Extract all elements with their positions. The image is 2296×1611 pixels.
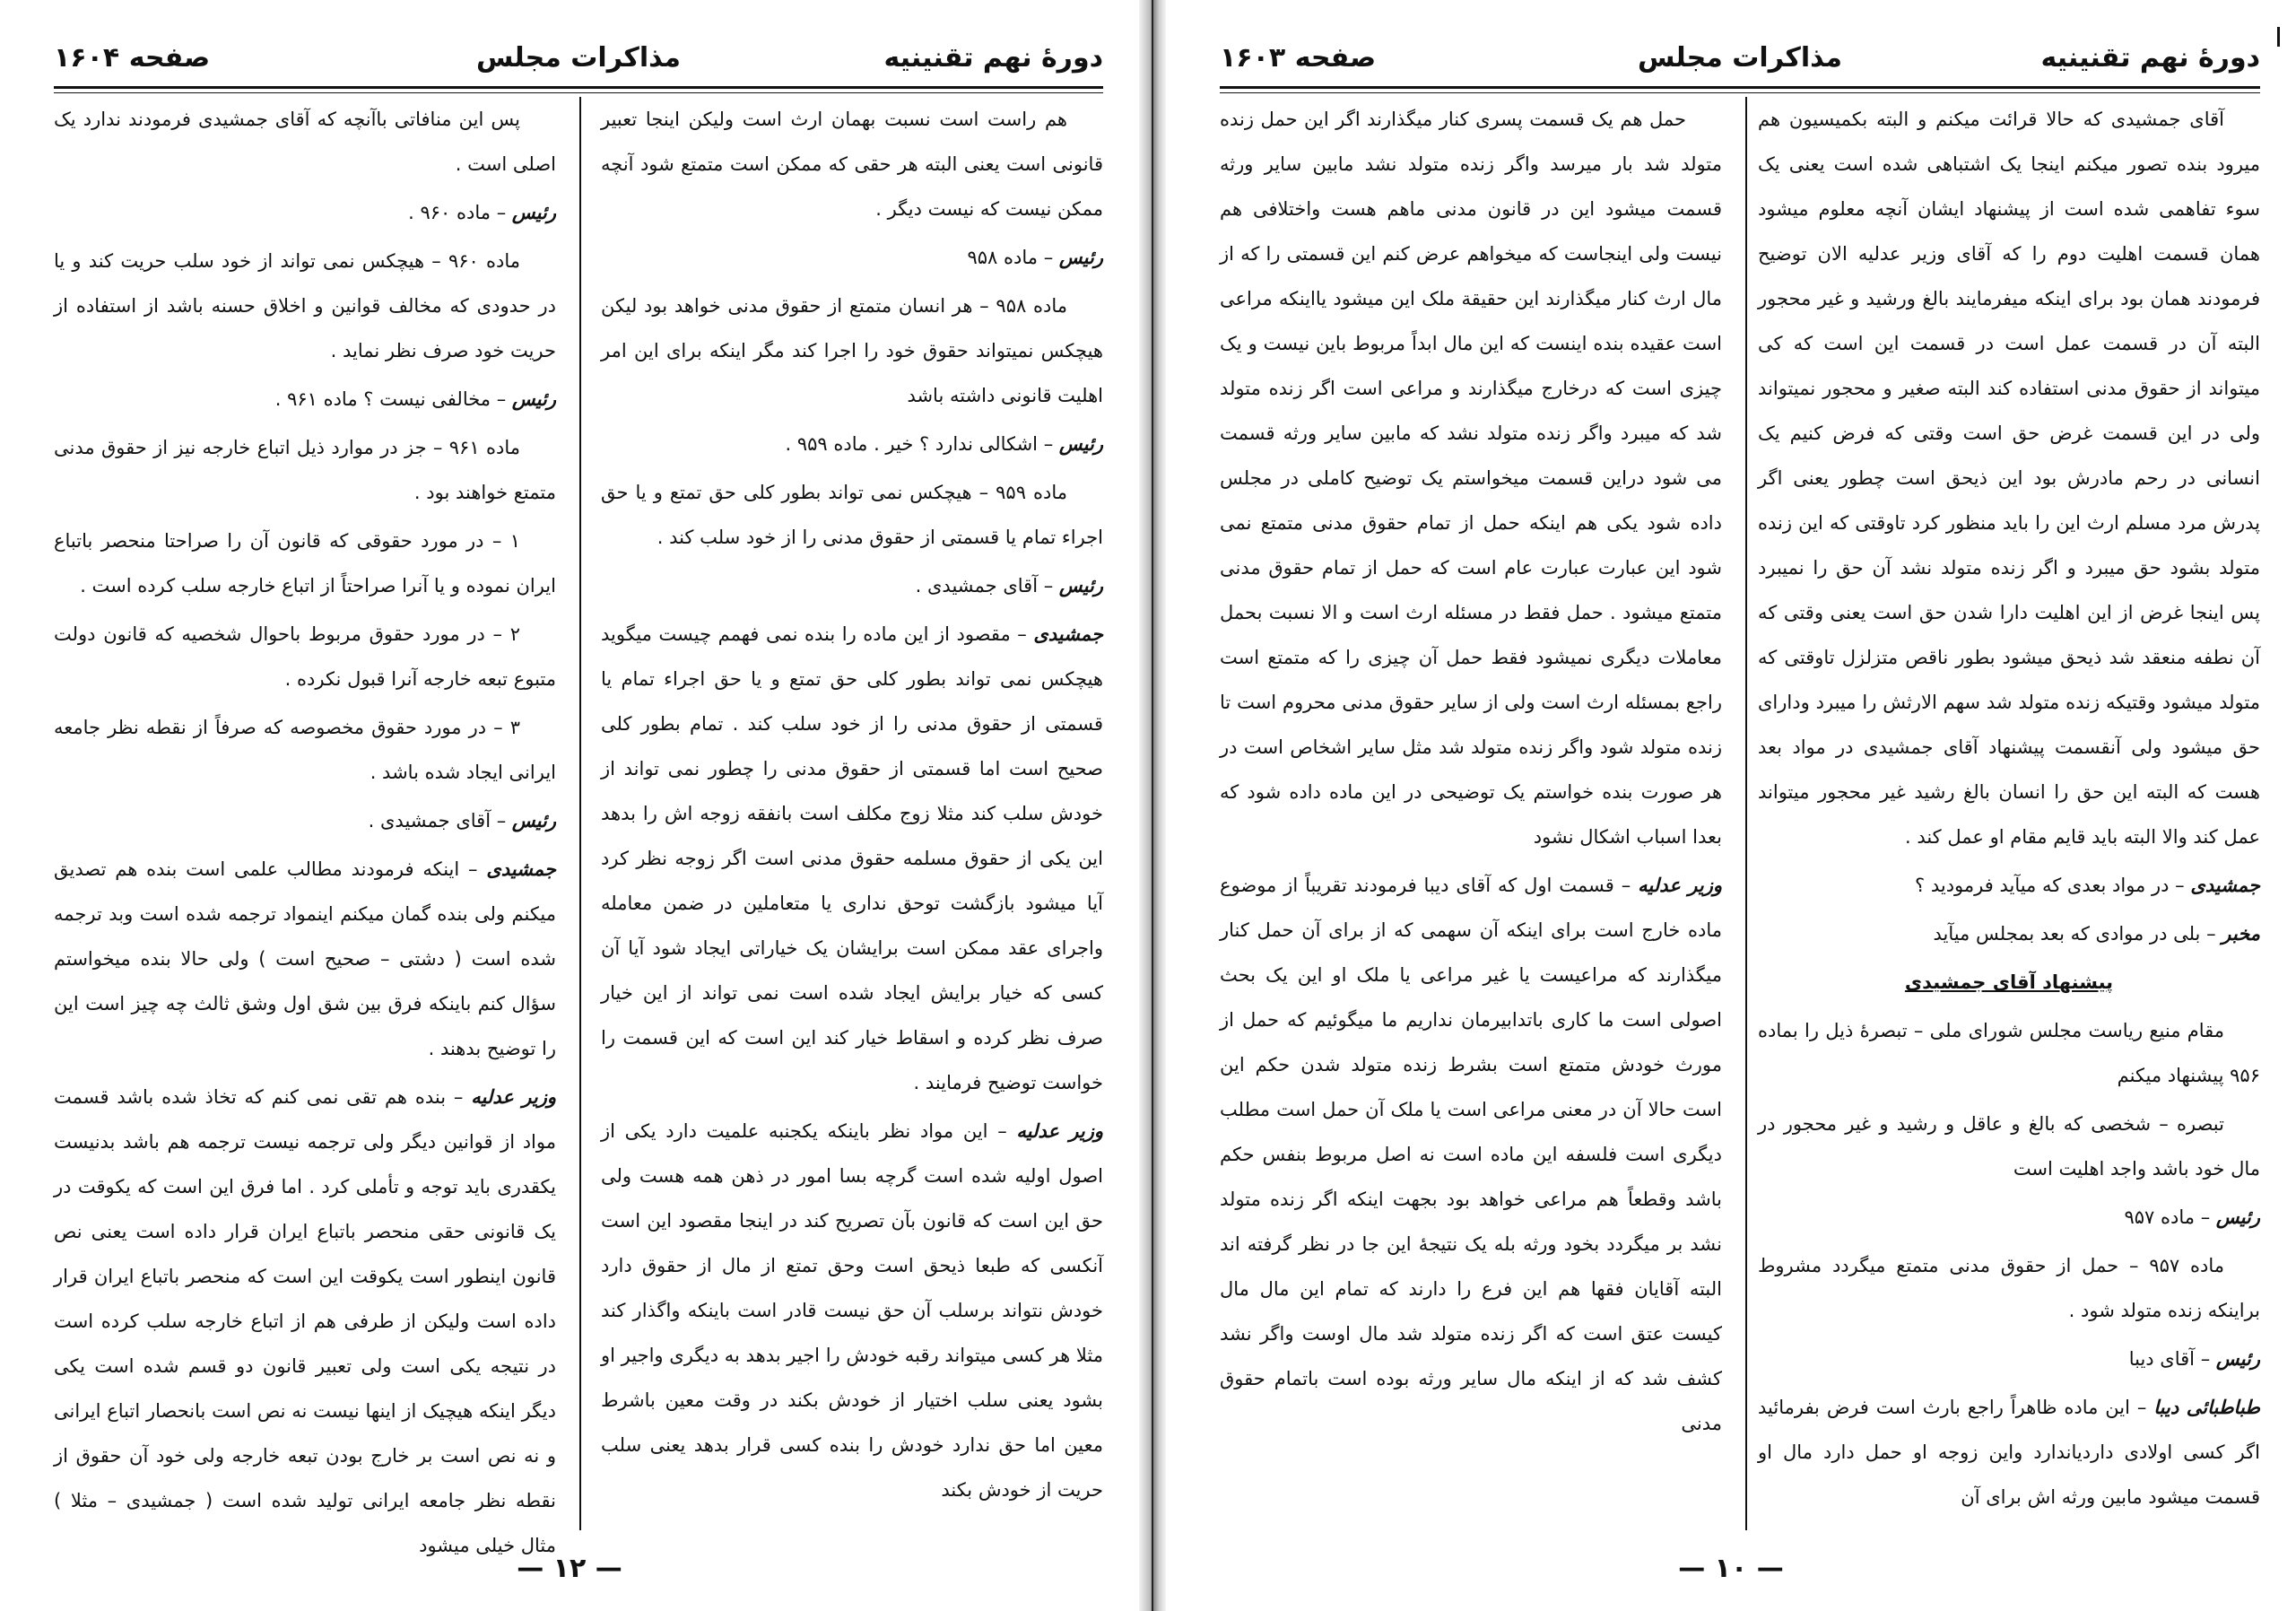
left-page-right-column (601, 97, 1103, 1530)
paragraph-text: – مخالفی نیست ؟ ماده ۹۶۱ . (274, 388, 507, 410)
speaker-name: رئیس (1058, 433, 1103, 455)
transcript-paragraph (601, 1109, 1103, 1512)
left-page-left-column (54, 97, 556, 1556)
transcript-paragraph (1758, 1337, 2260, 1381)
paragraph-text: – مقصود از این ماده را بنده نمی فهمم چیست میگوید هیچکس نمی تواند بطور کلی حق تمتع و یا حق اجراء تمام یا قسمتی از حقوق مدنی را از خود سلب کند . تمام بطور کلی صحیح است اما قسمتی از حقوق مدنی را چطور نمی تواند از خودش سلب کند مثلا زوج مکلف است بانفقه زوجه اش را بدهد این یکی از حقوق مسلمه حقوق مدنی است اگر زوجه نظر کرد آیا میشود بازگشت توحق نداری یا متعاملین در ضمن معامله واجرای عقد ممکن است برایشان یک خیاراتی ایجاد شود آیا آن کسی که خیار برایش ایجاد شده است نمی تواند از این خیار صرف نظر کرده و اسقاط خیار کند این است که این قسمت را خواست توضیح فرمایند . (601, 623, 1103, 1093)
speaker-name: جمشیدی (2190, 875, 2260, 896)
transcript-paragraph (54, 1075, 556, 1568)
header-rule (54, 86, 1103, 93)
transcript-paragraph (601, 470, 1103, 560)
transcript-paragraph (1758, 1102, 2260, 1191)
speaker-name: رئیس (1058, 575, 1103, 597)
transcript-paragraph (54, 377, 556, 422)
transcript-paragraph (1758, 1195, 2260, 1240)
right-page-header (1220, 36, 2260, 81)
speaker-name: رئیس (511, 202, 556, 223)
session-label: دورهٔ نهم تقنینیه (883, 42, 1103, 74)
transcript-paragraph (54, 239, 556, 373)
speaker-name: رئیس (511, 810, 556, 832)
speaker-name: رئیس (511, 388, 556, 410)
speaker-name: جمشیدی (1033, 623, 1103, 645)
page-number-label: صفحه ۱۶۰۳ (1220, 42, 1377, 74)
header-rule (1220, 86, 2260, 93)
speaker-name: وزیر عدلیه (471, 1086, 556, 1108)
paragraph-text: – ماده ۹۵۸ (967, 247, 1054, 268)
paragraph-text: پیشنهاد آقای جمشیدی (1904, 971, 2114, 993)
paragraph-text: – اشکالی ندارد ؟ خیر . ماده ۹۵۹ . (785, 433, 1054, 455)
paragraph-text: هم راست است نسبت بهمان ارث است ولیکن اینجا تعبیر قانونی است یعنی البته هر حقی که ممکن است متمتع شود آنچه ممکن نیست که نیست دیگر . (601, 109, 1103, 220)
paragraph-text: تبصره – شخصی که بالغ و عاقل و رشید و غیر محجور در مال خود باشد واجد اهلیت است (1758, 1113, 2260, 1180)
paragraph-text: – این مواد نظر باینکه یکجنبه علمیت دارد یکی از اصول اولیه شده است گرچه بسا امور در ذهن همه هست ولی حق این است که قانون بآن تصریح کند در اینجا مقصود این است آنکسی که طبعا ذیحق است وحق تمتع از مال از حقوق دارد خودش نتواند برسلب آن حق نیست قادر است باینکه واگذار کند مثلا هر کسی میتواند رقبه خودش را اجیر بدهد به دیگری واجیر او بشود یعنی سلب اختیار از خودش بکند در وقت معین باشرط معین اما حق ندارد خودش را بنده کسی قرار بدهد یعنی سلب حریت از خودش بکند (601, 1120, 1103, 1501)
paragraph-text: ۱ – در مورد حقوقی که قانون آن را صراحتا منحصر باتباع ایران نموده و یا آنرا صراحتاً از اتباع خارجه سلب کرده است . (54, 530, 556, 597)
paragraph-text: – ماده ۹۶۰ . (408, 202, 507, 223)
paragraph-text: ۲ – در مورد حقوق مربوط باحوال شخصیه که قانون دولت متبوع تبعه خارجه آنرا قبول نکرده . (54, 623, 556, 690)
paragraph-text: ماده ۹۵۷ – حمل از حقوق مدنی متمتع میگردد مشروط براینکه زنده متولد شود . (1758, 1255, 2260, 1321)
paragraph-text: – اینکه فرمودند مطالب علمی است بنده هم تصدیق میکنم ولی بنده گمان میکنم اینمواد ترجمه شده است وبد ترجمه شده است ( دشتی – صحیح است ) ولی حالا بنده میخواستم سؤال کنم باینکه فرق بین شق اول وشق ثالث چه چیز است این را توضیح بدهند . (54, 858, 556, 1059)
paragraph-text: ماده ۹۵۹ – هیچکس نمی تواند بطور کلی حق تمتع و یا حق اجراء تمام یا قسمتی از حقوق مدنی را از خود سلب کند . (601, 482, 1103, 548)
right-page-columns (1220, 97, 2260, 1530)
paragraph-text: – آقای دیبا (2128, 1348, 2211, 1370)
paragraph-text: – بنده هم تقی نمی کنم که تخاذ شده باشد قسمت مواد از قوانین دیگر ولی ترجمه نیست ترجمه هم باشد بدنیست یکقدری باید توجه و تأملی کرد . اما فرق این است که یکوقت در یک قانونی حقی منحصر باتباع ایران قرار داده است یعنی نص قانون اینطور است یکوقت این است که منحصر باتباع ایران قرار داده است ولیکن از طرفی هم از اتباع خارجه سلب کرده است در نتیجه یکی است ولی تعبیر قانون دو قسم شده است یکی دیگر اینکه هیچیک از اینها نیست نه نص است بانحصار اتباع ایرانی و نه نص است بر خارج بودن تبعه خارجه ولی خود آن حقوق از نقطه نظر جامعه ایرانی تولید شده است ( جمشیدی – مثلا ) مثال خیلی میشود (54, 1086, 556, 1556)
transcript-paragraph (54, 97, 556, 187)
transcript-paragraph (54, 612, 556, 701)
session-label: دورهٔ نهم تقنینیه (2040, 42, 2260, 74)
paragraph-text: حمل هم یک قسمت پسری کنار میگذارند اگر این حمل زنده متولد شد بار میرسد واگر زنده متولد نشد مابین سایر ورثه قسمت میشود این در قانون مدنی ماهم هست واختلافی هم نیست ولی اینجاست که میخواهم عرض کنم این قسمتی را که از مال ارث کنار میگذارند این حقیقة ملک این میشود یااینکه مراعی است عقیده بنده اینست که این مال ابداً مربوط باین نیست و یک چیزی است که درخارج میگذارند و مراعی است اگر زنده متولد شد که میبرد واگر زنده متولد نشد که مابین سایر ورثه قسمت می شود دراین قسمت میخواستم یک توضیح کاملی در مجلس داده شود یکی هم اینکه حمل از تمام حقوق مدنی متمتع نمی شود این عبارت عبارت عام است که حمل از تمام حقوق مدنی متمتع میشود . حمل فقط در مسئله ارث است و الا نسبت بحمل معاملات دیگری نمیشود فقط حمل آن چیزی را که متمتع است راجع بمسئله ارث است ولی از سایر حقوق مدنی محروم است تا زنده متولد شود واگر زنده متولد شد مثل سایر اشخاص است در هر صورت بنده خواستم یک توضیحی در این ماده داده شود که بعدا اسباب اشکال نشود (1220, 109, 1722, 848)
right-page-right-column (1758, 97, 2260, 1530)
speaker-name: وزیر عدلیه (1016, 1120, 1103, 1142)
transcript-paragraph (601, 235, 1103, 280)
transcript-paragraph (1220, 97, 1722, 859)
corner-mark (2277, 27, 2280, 47)
section-heading (1758, 960, 2260, 1005)
paragraph-text: ۳ – در مورد حقوق مخصوصه که صرفاً از نقطه نظر جامعه ایرانی ایجاد شده باشد . (54, 717, 556, 783)
speaker-name: رئیس (1058, 247, 1103, 268)
transcript-paragraph (54, 798, 556, 843)
paragraph-text: ماده ۹۵۸ – هر انسان متمتع از حقوق مدنی خواهد بود لیکن هیچکس نمیتواند حقوق خود را اجرا کند مگر اینکه برای این امر اهلیت قانونی داشته باشد (601, 295, 1103, 406)
transcript-paragraph (54, 847, 556, 1071)
transcript-paragraph (54, 425, 556, 515)
transcript-paragraph (54, 705, 556, 795)
transcript-paragraph (601, 612, 1103, 1105)
paragraph-text: ماده ۹۶۱ – جز در موارد ذیل اتباع خارجه نیز از حقوق مدنی متمتع خواهند بود . (54, 437, 556, 503)
column-divider (1745, 97, 1747, 1530)
transcript-paragraph (1758, 97, 2260, 859)
paragraph-text: مقام منیع ریاست مجلس شورای ملی – تبصرهٔ ذیل را بماده ۹۵۶ پیشنهاد میکنم (1758, 1020, 2260, 1086)
paragraph-text: – آقای جمشیدی . (368, 810, 507, 832)
left-page-header (54, 36, 1103, 81)
paragraph-text: آقای جمشیدی که حالا قرائت میکنم و البته بکمیسیون هم میرود بنده تصور میکنم اینجا یک اشتباهی شده است یعنی یک سوء تفاهمی شده است از پیشنهاد ایشان آنچه معلوم میشود همان قسمت اهلیت دوم را که آقای وزیر عدلیه الان توضیح فرمودند همان بود برای اینکه میفرمایند بالغ ورشید و غیر محجور البته آن در قسمت عمل است در قسمت این است که کی میتواند از حقوق مدنی استفاده کند البته صغیر و محجور نمیتواند ولی در این قسمت غرض حق است وقتی که فرض کنیم یک انسانی در رحم مادرش بود این ذیحق است چطور یعنی اگر پدرش مرد مسلم ارث این را باید منظور کرد تاوقتی که این زنده متولد بشود حق میبرد و اگر زنده متولد نشد آن حق را نمیبرد پس اینجا غرض از این اهلیت دارا شدن حق است یعنی وقتی که آن نطفه منعقد شد ذیحق میشود بطور ناقص متزلزل تاوقتی که متولد میشود وقتیکه زنده متولد شد سهم الارثش را میبرد ودارای حق میشود ولی آنقسمت پیشنهاد آقای جمشیدی در مواد بعد هست که البته این حق را انسان بالغ رشید غیر محجور میتواند عمل کند والا البته باید قایم مقام او عمل کند . (1758, 109, 2260, 848)
page-title: مذاکرات مجلس (1637, 42, 1843, 74)
page-title: مذاکرات مجلس (475, 42, 682, 74)
page-number-label: صفحه ۱۶۰۴ (54, 42, 211, 74)
paragraph-text: – این ماده ظاهراً راجع بارث است فرض بفرمائید اگر کسی اولادی داردیاندارد واین زوجه او حمل دارد مال او قسمت میشود مابین ورثه اش برای آن (1758, 1397, 2260, 1508)
right-page (1166, 0, 2296, 1611)
paragraph-text: پس این منافاتی باآنچه که آقای جمشیدی فرمودند ندارد یک اصلی است . (54, 109, 556, 175)
speaker-name: رئیس (2215, 1206, 2260, 1228)
page-footer: — ۱۰ — (1678, 1553, 1784, 1584)
transcript-paragraph (601, 422, 1103, 466)
speaker-name: طباطبائی دیبا (2153, 1397, 2260, 1418)
transcript-paragraph (601, 283, 1103, 418)
transcript-paragraph (1758, 1243, 2260, 1333)
transcript-paragraph (601, 563, 1103, 608)
transcript-paragraph (1758, 911, 2260, 956)
transcript-paragraph (54, 518, 556, 608)
transcript-paragraph (1758, 1385, 2260, 1520)
left-page (0, 0, 1139, 1611)
speaker-name: جمشیدی (486, 858, 556, 880)
transcript-paragraph (1758, 1008, 2260, 1098)
right-page-left-column (1220, 97, 1722, 1530)
gutter-line (1152, 0, 1153, 1611)
transcript-paragraph (1758, 863, 2260, 908)
paragraph-text: – در مواد بعدی که میآید فرمودید ؟ (1915, 875, 2185, 896)
speaker-name: وزیر عدلیه (1638, 875, 1722, 896)
transcript-paragraph (1220, 863, 1722, 1446)
transcript-paragraph (54, 190, 556, 235)
paragraph-text: – ماده ۹۵۷ (2124, 1206, 2211, 1228)
speaker-name: مخبر (2222, 923, 2260, 945)
paragraph-text: ماده ۹۶۰ – هیچکس نمی تواند از خود سلب حریت کند و یا در حدودی که مخالف قوانین و اخلاق حسنه باشد از استفاده از حریت خود صرف نظر نماید . (54, 250, 556, 361)
paragraph-text: – آقای جمشیدی . (915, 575, 1054, 597)
paragraph-text: – قسمت اول که آقای دیبا فرمودند تقریباً از موضوع ماده خارج است برای اینکه آن سهمی که از برای آن حمل کنار میگذارند که مراعیست یا غیر مراعی یا ملک او این یک بحث اصولی است ما کاری باتدابیرمان نداریم ما میگوئیم که حمل از مورث خودش متمتع است بشرط زنده متولد شدن حکم این است حالا آن در معنی مراعی است یا ملک آن حمل است مطلب دیگری است فلسفه این ماده است نه اصل مربوط بنفس حکم باشد وقطعاً هم مراعی خواهد بود بجهت اینکه اگر زنده متولد نشد بر میگردد بخود ورثه بله یک نتیجهٔ این جا در نظر گرفته اند البته آقایان فقها هم این فرع را دارند که تمام این مال مال کیست عتق است که اگر زنده متولد شد مال اوست واگر نشد کشف شد که از اینکه مال سایر ورثه بوده است باتمام حقوق مدنی (1220, 875, 1722, 1434)
page-footer: — ۱۲ — (517, 1553, 622, 1584)
left-page-columns (54, 97, 1103, 1556)
transcript-paragraph (601, 97, 1103, 231)
paragraph-text: – بلی در موادی که بعد بمجلس میآید (1933, 923, 2216, 945)
speaker-name: رئیس (2215, 1348, 2260, 1370)
column-divider (579, 97, 581, 1530)
